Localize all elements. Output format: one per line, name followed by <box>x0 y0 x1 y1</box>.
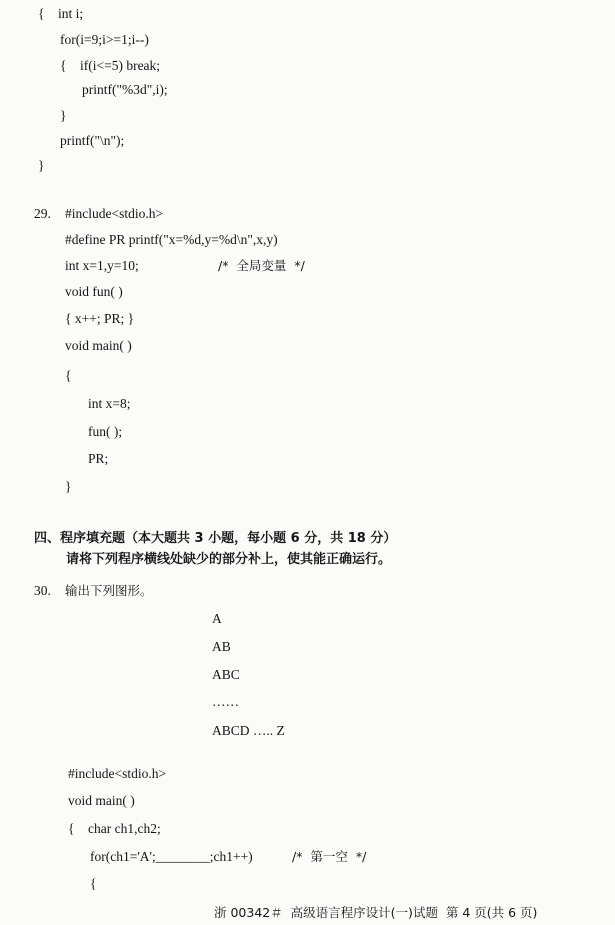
code-line: #define PR printf("x=%d,y=%d\n",x,y) <box>65 232 278 247</box>
figure-line: AB <box>212 639 231 654</box>
code-line: printf("%3d",i); <box>82 82 168 97</box>
code-line: fun( ); <box>88 424 123 439</box>
code-line: { <box>90 876 97 891</box>
figure-line: …… <box>212 694 239 709</box>
code-line: } <box>60 108 67 123</box>
code-line: { int i; <box>38 6 84 21</box>
code-line: #include<stdio.h> <box>68 766 167 781</box>
code-line: for(i=9;i>=1;i--) <box>60 32 149 47</box>
code-line: } <box>38 158 45 173</box>
code-line: #include<stdio.h> <box>65 206 164 221</box>
code-line: void fun( ) <box>65 284 123 299</box>
figure-line: ABC <box>212 667 240 682</box>
code-line: { char ch1,ch2; <box>68 821 161 836</box>
figure-line: ABCD ….. Z <box>212 723 285 738</box>
code-comment: /* 全局变量 */ <box>218 258 305 273</box>
question-prompt: 输出下列图形。 <box>65 583 153 598</box>
section-instruction: 请将下列程序横线处缺少的部分补上，使其能正确运行。 <box>66 552 392 567</box>
page-footer: 浙 00342＃ 高级语言程序设计(一)试题 第 4 页(共 6 页) <box>214 905 538 920</box>
section-title: 四、程序填充题（本大题共 3 小题，每小题 6 分，共 18 分） <box>34 531 397 546</box>
code-line: void main( ) <box>65 338 132 353</box>
code-line: int x=1,y=10; <box>65 258 139 273</box>
code-line: } <box>65 479 72 494</box>
question-number: 30. <box>34 583 51 598</box>
code-line: for(ch1='A';________;ch1++) <box>90 849 253 864</box>
figure-line: A <box>212 611 222 626</box>
code-line: int x=8; <box>88 396 131 411</box>
code-comment: /* 第一空 */ <box>292 849 367 864</box>
code-line: { <box>65 368 72 383</box>
question-number: 29. <box>34 206 51 221</box>
code-line: PR; <box>88 451 109 466</box>
code-line: { x++; PR; } <box>65 311 135 326</box>
code-line: { if(i<=5) break; <box>60 58 161 73</box>
code-line: printf("\n"); <box>60 133 125 148</box>
code-line: void main( ) <box>68 793 135 808</box>
